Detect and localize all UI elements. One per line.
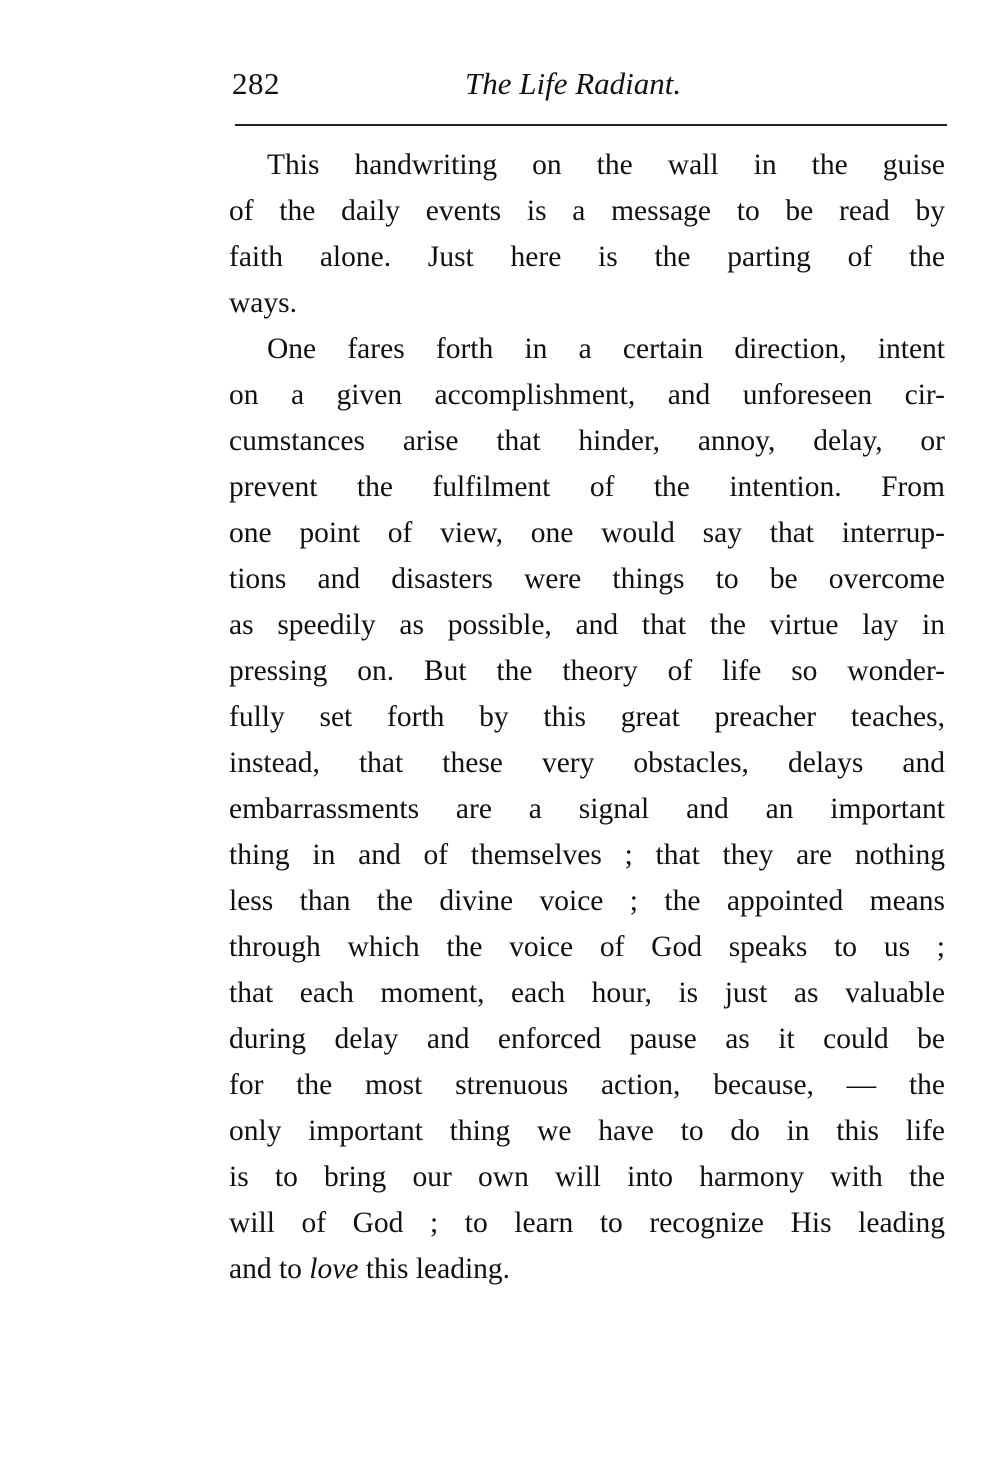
text-line: embarrassments are a signal and an important: [229, 793, 945, 825]
text-line: pressing on. But the theory of life so wonder-: [229, 655, 945, 687]
running-head: [232, 60, 948, 108]
text-line: fully set forth by this great preacher teaches,: [229, 701, 945, 733]
text-line: during delay and enforced pause as it could be: [229, 1023, 945, 1055]
text-line: tions and disasters were things to be overcome: [229, 563, 945, 595]
text-line: cumstances arise that hinder, annoy, delay, or: [229, 425, 945, 457]
text-line-final: [229, 1246, 945, 1292]
text-line: will of God ; to learn to recognize His leading: [229, 1207, 945, 1239]
text-line: thing in and of themselves ; that they are nothing: [229, 839, 945, 871]
text-line: prevent the fulfilment of the intention. From: [229, 471, 945, 503]
text-line: of the daily events is a message to be read by: [229, 195, 945, 227]
text-line: This handwriting on the wall in the guise: [267, 149, 945, 181]
text-line: One fares forth in a certain direction, intent: [267, 333, 945, 365]
final-line-end: this leading.: [358, 1253, 511, 1285]
text-line: on a given accomplishment, and unforeseen cir-: [229, 379, 945, 411]
text-line: faith alone. Just here is the parting of the: [229, 241, 945, 273]
text-line: is to bring our own will into harmony with the: [229, 1161, 945, 1193]
body-text: [229, 142, 945, 1292]
text-line: only important thing we have to do in this life: [229, 1115, 945, 1147]
text-line: ways.: [229, 287, 298, 319]
page-number: 282: [232, 66, 280, 101]
text-line: one point of view, one would say that interrup-: [229, 517, 945, 549]
text-line: that each moment, each hour, is just as valuable: [229, 977, 945, 1009]
running-title: The Life Radiant.: [465, 66, 682, 101]
text-line: less than the divine voice ; the appointed means: [229, 885, 945, 917]
text-line: instead, that these very obstacles, delays and: [229, 747, 945, 779]
text-line: for the most strenuous action, because, — the: [229, 1069, 945, 1101]
emphasized-word: love: [309, 1253, 359, 1285]
final-line-start: and to: [229, 1253, 310, 1285]
text-line: through which the voice of God speaks to us ;: [229, 931, 945, 963]
header-rule: [235, 124, 947, 126]
text-line: as speedily as possible, and that the virtue lay in: [229, 609, 945, 641]
